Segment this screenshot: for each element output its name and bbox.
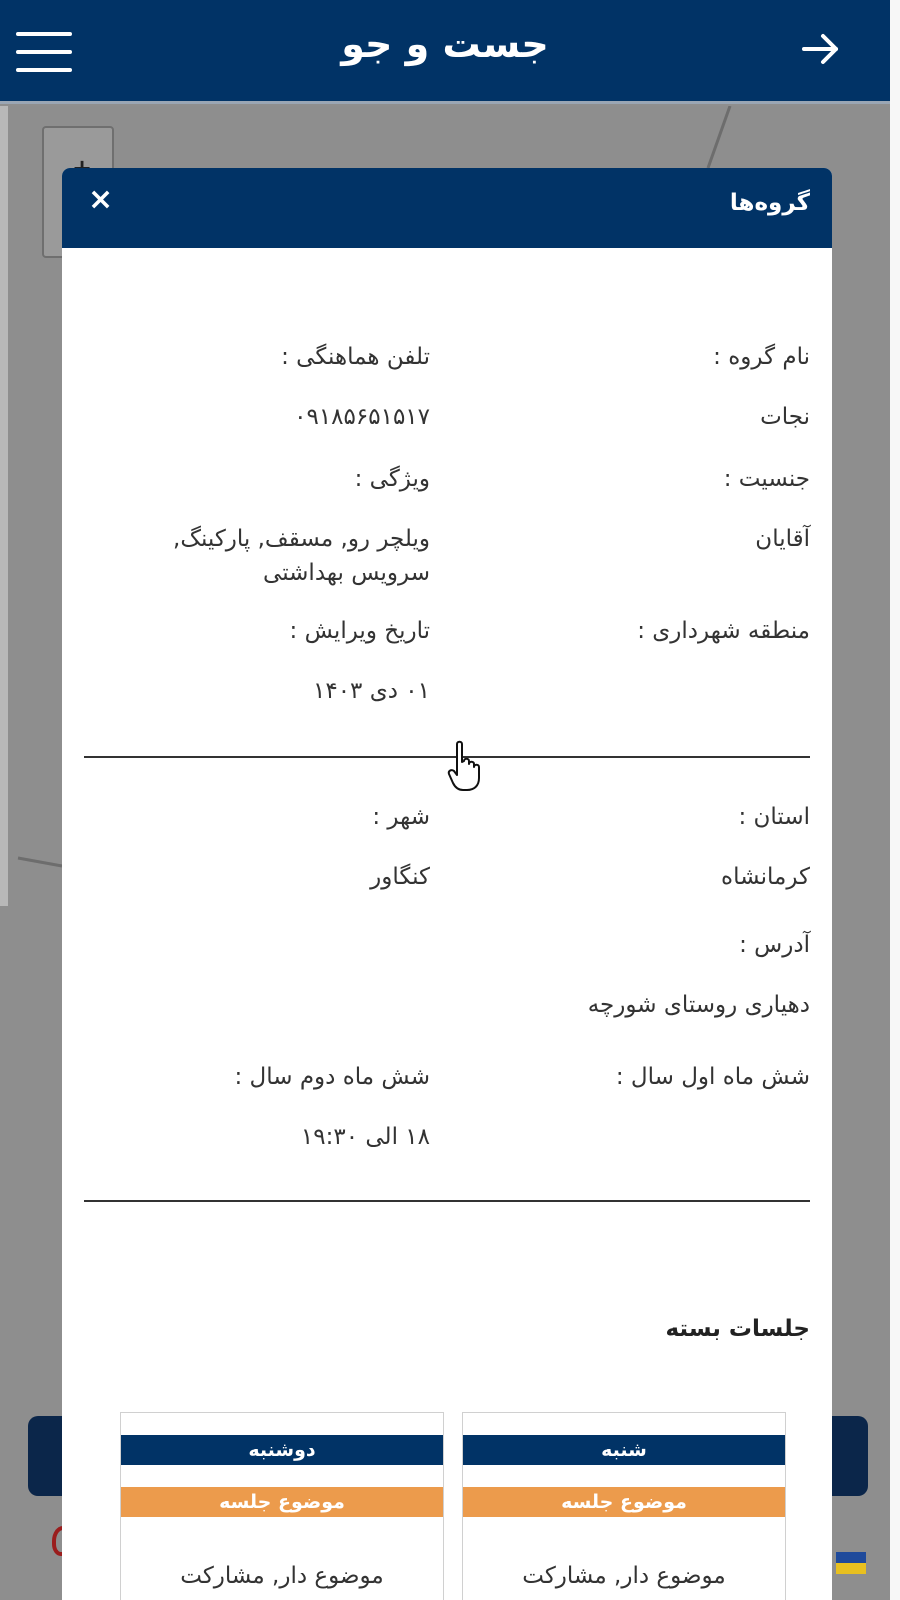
modal-title: گروه‌ها — [729, 190, 810, 216]
page-title: جست و جو — [341, 22, 549, 66]
groups-modal — [62, 168, 832, 1600]
phone-value[interactable]: ۰۹۱۸۵۶۵۱۵۱۷ — [294, 404, 430, 430]
feature-value-line1: ویلچر رو, مسقف, پارکینگ, — [173, 526, 430, 552]
feature-label: ویژگی : — [354, 466, 430, 492]
flag-icon — [836, 1552, 866, 1574]
second-half-value: ۱۸ الی ۱۹:۳۰ — [300, 1124, 430, 1150]
edit-date-value: ۰۱ دی ۱۴۰۳ — [312, 678, 430, 704]
edit-date-label: تاریخ ویرایش : — [289, 618, 430, 644]
card-day-label: شنبه — [463, 1435, 785, 1465]
card-day-label: دوشنبه — [121, 1435, 443, 1465]
hand-cursor-icon — [447, 740, 483, 792]
district-label: منطقه شهرداری : — [637, 618, 810, 644]
scrollbar[interactable] — [0, 106, 8, 906]
feature-value-line2: سرویس بهداشتی — [263, 560, 430, 586]
card-topic-label: موضوع جلسه — [463, 1487, 785, 1517]
session-card-saturday[interactable] — [462, 1412, 786, 1600]
page-edge — [890, 0, 900, 1600]
first-half-label: شش ماه اول سال : — [615, 1064, 810, 1090]
second-half-label: شش ماه دوم سال : — [234, 1064, 430, 1090]
address-value: دهیاری روستای شورچه — [587, 992, 810, 1018]
back-arrow-icon[interactable] — [796, 24, 846, 74]
card-topic-value: موضوع دار, مشارکت — [522, 1563, 726, 1589]
closed-sessions-heading: جلسات بسته — [665, 1316, 810, 1342]
app-header — [0, 0, 890, 104]
phone-label: تلفن هماهنگی : — [281, 344, 430, 370]
city-value: کنگاور — [370, 864, 430, 890]
card-topic-label: موضوع جلسه — [121, 1487, 443, 1517]
modal-header — [62, 168, 832, 248]
province-value: کرمانشاه — [721, 864, 810, 890]
session-card-monday[interactable] — [120, 1412, 444, 1600]
group-name-label: نام گروه : — [713, 344, 810, 370]
province-label: استان : — [738, 804, 810, 830]
close-icon[interactable]: × — [88, 182, 114, 217]
gender-value: آقایان — [755, 526, 810, 552]
card-topic-value: موضوع دار, مشارکت — [180, 1563, 384, 1589]
address-label: آدرس : — [739, 932, 810, 958]
gender-label: جنسیت : — [723, 466, 810, 492]
divider — [84, 1200, 810, 1202]
city-label: شهر : — [372, 804, 430, 830]
group-name-value: نجات — [760, 404, 810, 430]
